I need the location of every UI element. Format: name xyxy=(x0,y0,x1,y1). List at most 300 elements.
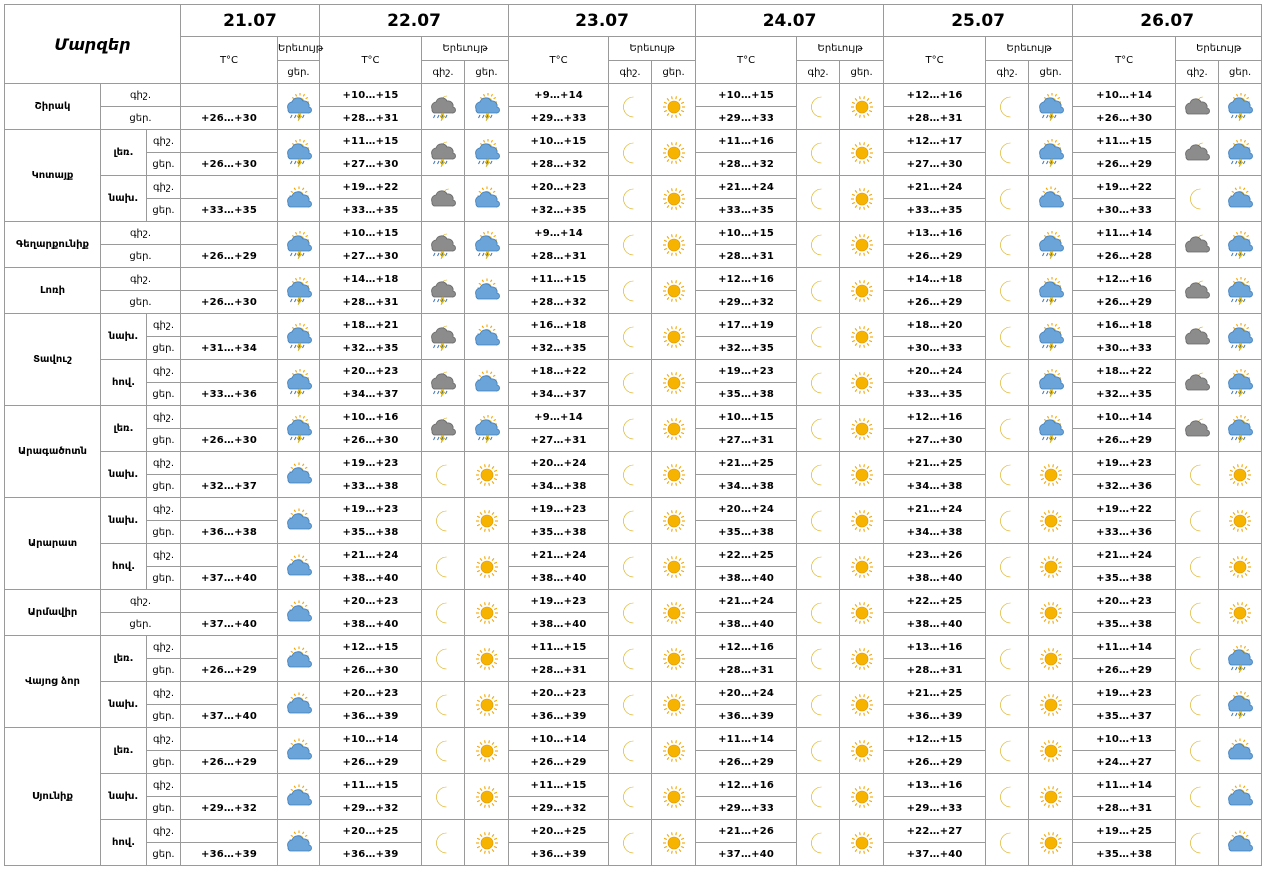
temp-col-header: T°C xyxy=(320,37,422,84)
icon-cell xyxy=(1219,84,1262,130)
icon-cell xyxy=(1029,544,1073,590)
sun-icon xyxy=(473,599,501,627)
temp-cell: +36…+39 xyxy=(320,705,422,728)
temp-cell: +37…+40 xyxy=(181,567,278,590)
icon-cell xyxy=(278,728,320,774)
sun-icon xyxy=(848,415,876,443)
temp-cell: +26…+29 xyxy=(884,245,986,268)
sun-icon xyxy=(1037,737,1065,765)
temp-cell: +14…+18 xyxy=(320,268,422,291)
sun-storm-icon xyxy=(1036,231,1066,259)
icon-cell xyxy=(465,130,509,176)
icon-cell xyxy=(278,268,320,314)
icon-cell xyxy=(986,360,1029,406)
day-col-header: ցեր. xyxy=(465,61,509,84)
moon-icon xyxy=(804,93,832,121)
sun-storm-icon xyxy=(1225,231,1255,259)
moon-icon xyxy=(429,507,457,535)
icon-cell xyxy=(797,544,840,590)
icon-cell xyxy=(609,590,652,636)
temp-cell xyxy=(181,544,278,567)
zone-label: նախ. xyxy=(101,314,147,360)
icon-cell xyxy=(465,84,509,130)
sun-icon xyxy=(1037,645,1065,673)
moon-icon xyxy=(993,185,1021,213)
icon-cell xyxy=(609,636,652,682)
temp-cell: +38…+40 xyxy=(696,567,797,590)
temp-cell: +27…+31 xyxy=(509,429,609,452)
icon-cell xyxy=(797,222,840,268)
icon-cell xyxy=(986,130,1029,176)
temp-cell: +12…+16 xyxy=(884,84,986,107)
icon-cell xyxy=(1219,314,1262,360)
zone-label: նախ. xyxy=(101,774,147,820)
temp-cell: +32…+36 xyxy=(1073,475,1176,498)
sun-icon xyxy=(1226,553,1254,581)
moon-icon xyxy=(993,231,1021,259)
day-label: ցեր. xyxy=(147,429,181,452)
sun-icon xyxy=(660,829,688,857)
icon-cell xyxy=(1219,406,1262,452)
icon-cell xyxy=(1176,176,1219,222)
temp-cell: +28…+31 xyxy=(320,291,422,314)
temp-cell: +12…+16 xyxy=(1073,268,1176,291)
temp-cell: +26…+30 xyxy=(181,107,278,130)
temp-cell: +28…+32 xyxy=(509,291,609,314)
moon-icon xyxy=(429,829,457,857)
temp-cell: +28…+31 xyxy=(1073,797,1176,820)
night-label: գիշ. xyxy=(147,452,181,475)
icon-cell xyxy=(797,590,840,636)
temp-cell: +19…+23 xyxy=(509,498,609,521)
day-col-header: ցեր. xyxy=(1029,61,1073,84)
sun-icon xyxy=(660,737,688,765)
night-label: գիշ. xyxy=(147,498,181,521)
temp-cell: +9…+14 xyxy=(509,222,609,245)
zone-label: լեռ. xyxy=(101,130,147,176)
temp-cell: +10…+15 xyxy=(696,222,797,245)
table-row xyxy=(5,682,1262,705)
icon-cell xyxy=(797,820,840,866)
icon-cell xyxy=(1176,590,1219,636)
temp-col-header: T°C xyxy=(696,37,797,84)
moon-cloud-icon xyxy=(1182,277,1212,305)
icon-cell xyxy=(422,682,465,728)
moon-icon xyxy=(993,553,1021,581)
temp-cell: +33…+35 xyxy=(320,199,422,222)
icon-cell xyxy=(465,452,509,498)
temp-cell: +21…+25 xyxy=(696,452,797,475)
sun-cloud-icon xyxy=(472,277,502,305)
date-header: 25.07 xyxy=(884,5,1073,37)
moon-icon xyxy=(993,829,1021,857)
temp-cell: +21…+24 xyxy=(884,176,986,199)
regions-title: Մարզեր xyxy=(5,5,181,84)
temp-cell: +38…+40 xyxy=(320,567,422,590)
temp-cell xyxy=(181,452,278,475)
temp-cell xyxy=(181,222,278,245)
day-label: ցեր. xyxy=(101,107,181,130)
sun-icon xyxy=(848,737,876,765)
icon-cell xyxy=(465,544,509,590)
temp-cell: +34…+38 xyxy=(509,475,609,498)
temp-cell: +18…+22 xyxy=(509,360,609,383)
temp-cell: +26…+29 xyxy=(181,751,278,774)
temp-cell: +10…+15 xyxy=(696,84,797,107)
sun-storm-icon xyxy=(1225,691,1255,719)
temp-cell xyxy=(181,176,278,199)
icon-cell xyxy=(422,176,465,222)
icon-cell xyxy=(840,544,884,590)
temp-cell: +36…+39 xyxy=(509,705,609,728)
icon-cell xyxy=(797,452,840,498)
icon-cell xyxy=(609,84,652,130)
sun-storm-icon xyxy=(284,277,314,305)
region-name: Արարատ xyxy=(5,498,101,590)
temp-cell: +37…+40 xyxy=(696,843,797,866)
icon-cell xyxy=(465,268,509,314)
temp-cell: +27…+30 xyxy=(320,153,422,176)
moon-icon xyxy=(993,323,1021,351)
moon-cloud-icon xyxy=(1182,369,1212,397)
sun-icon xyxy=(1037,507,1065,535)
icon-cell xyxy=(840,130,884,176)
temp-cell: +13…+16 xyxy=(884,636,986,659)
sun-cloud-icon xyxy=(284,507,314,535)
temp-cell xyxy=(181,130,278,153)
icon-cell xyxy=(652,130,696,176)
moon-icon xyxy=(429,461,457,489)
date-header: 26.07 xyxy=(1073,5,1262,37)
moon-icon xyxy=(616,737,644,765)
sun-icon xyxy=(660,369,688,397)
icon-cell xyxy=(278,774,320,820)
moon-icon xyxy=(1183,783,1211,811)
icon-cell xyxy=(1176,130,1219,176)
temp-col-header: T°C xyxy=(1073,37,1176,84)
moon-icon xyxy=(429,691,457,719)
temp-cell: +21…+24 xyxy=(696,176,797,199)
icon-cell xyxy=(1176,406,1219,452)
table-row xyxy=(5,498,1262,521)
table-row xyxy=(5,360,1262,383)
moon-icon xyxy=(616,645,644,673)
icon-cell xyxy=(1219,544,1262,590)
sun-icon xyxy=(848,783,876,811)
date-header: 21.07 xyxy=(181,5,320,37)
temp-cell: +19…+25 xyxy=(1073,820,1176,843)
icon-cell xyxy=(797,360,840,406)
icon-cell xyxy=(609,682,652,728)
icon-cell xyxy=(652,452,696,498)
temp-cell xyxy=(181,360,278,383)
icon-cell xyxy=(652,498,696,544)
icon-cell xyxy=(797,176,840,222)
sun-cloud-icon xyxy=(284,783,314,811)
icon-cell xyxy=(609,498,652,544)
icon-cell xyxy=(1176,636,1219,682)
icon-cell xyxy=(1029,406,1073,452)
temp-cell: +10…+16 xyxy=(320,406,422,429)
temp-cell: +10…+14 xyxy=(509,728,609,751)
sun-icon xyxy=(660,185,688,213)
temp-cell: +16…+18 xyxy=(509,314,609,337)
night-label: գիշ. xyxy=(147,820,181,843)
temp-cell: +38…+40 xyxy=(884,567,986,590)
moon-icon xyxy=(429,599,457,627)
icon-cell xyxy=(278,222,320,268)
icon-cell xyxy=(1219,176,1262,222)
icon-cell xyxy=(422,728,465,774)
moon-icon xyxy=(616,599,644,627)
sun-icon xyxy=(848,829,876,857)
temp-cell: +11…+15 xyxy=(509,774,609,797)
temp-cell: +32…+35 xyxy=(509,199,609,222)
phenomena-header: Երեւույթ xyxy=(422,37,509,61)
day-label: ցեր. xyxy=(147,843,181,866)
icon-cell xyxy=(609,820,652,866)
sun-icon xyxy=(1226,507,1254,535)
icon-cell xyxy=(1219,820,1262,866)
icon-cell xyxy=(652,544,696,590)
sun-icon xyxy=(848,93,876,121)
icon-cell xyxy=(422,314,465,360)
icon-cell xyxy=(278,406,320,452)
sun-icon xyxy=(660,783,688,811)
zone-label: լեռ. xyxy=(101,406,147,452)
icon-cell xyxy=(1029,452,1073,498)
sun-storm-icon xyxy=(284,415,314,443)
icon-cell xyxy=(840,728,884,774)
temp-col-header: T°C xyxy=(509,37,609,84)
icon-cell xyxy=(422,452,465,498)
sun-icon xyxy=(848,231,876,259)
moon-icon xyxy=(993,645,1021,673)
sun-storm-icon xyxy=(1036,93,1066,121)
night-label: գիշ. xyxy=(101,222,181,245)
icon-cell xyxy=(609,314,652,360)
icon-cell xyxy=(840,498,884,544)
night-col-header: գիշ. xyxy=(609,61,652,84)
sun-storm-icon xyxy=(1225,369,1255,397)
temp-cell: +30…+33 xyxy=(1073,199,1176,222)
sun-icon xyxy=(848,277,876,305)
temp-cell: +35…+38 xyxy=(509,521,609,544)
moon-icon xyxy=(993,507,1021,535)
moon-icon xyxy=(429,783,457,811)
day-label: ցեր. xyxy=(101,291,181,314)
moon-icon xyxy=(1183,645,1211,673)
icon-cell xyxy=(840,314,884,360)
icon-cell xyxy=(652,176,696,222)
temp-cell: +19…+23 xyxy=(1073,452,1176,475)
sun-icon xyxy=(1226,461,1254,489)
sun-cloud-icon xyxy=(472,369,502,397)
temp-cell: +19…+23 xyxy=(320,498,422,521)
icon-cell xyxy=(797,84,840,130)
icon-cell xyxy=(278,636,320,682)
icon-cell xyxy=(278,176,320,222)
icon-cell xyxy=(840,820,884,866)
icon-cell xyxy=(986,774,1029,820)
sun-storm-icon xyxy=(284,139,314,167)
zone-label: հով. xyxy=(101,360,147,406)
day-label: ցեր. xyxy=(147,705,181,728)
temp-cell: +26…+30 xyxy=(1073,107,1176,130)
temp-cell: +28…+31 xyxy=(696,245,797,268)
icon-cell xyxy=(840,636,884,682)
table-row xyxy=(5,176,1262,199)
moon-icon xyxy=(804,737,832,765)
icon-cell xyxy=(797,682,840,728)
day-col-header: ցեր. xyxy=(278,61,320,84)
temp-cell: +26…+29 xyxy=(1073,153,1176,176)
temp-cell: +12…+15 xyxy=(320,636,422,659)
icon-cell xyxy=(465,774,509,820)
icon-cell xyxy=(278,498,320,544)
sun-icon xyxy=(660,231,688,259)
temp-cell: +17…+19 xyxy=(696,314,797,337)
temp-cell: +38…+40 xyxy=(884,613,986,636)
temp-cell xyxy=(181,636,278,659)
moon-icon xyxy=(616,461,644,489)
temp-cell: +20…+24 xyxy=(696,682,797,705)
icon-cell xyxy=(422,636,465,682)
icon-cell xyxy=(1029,360,1073,406)
sun-storm-icon xyxy=(1225,277,1255,305)
icon-cell xyxy=(1029,636,1073,682)
temp-cell: +33…+35 xyxy=(696,199,797,222)
temp-cell: +26…+29 xyxy=(884,291,986,314)
temp-cell: +11…+15 xyxy=(1073,130,1176,153)
sun-storm-icon xyxy=(472,231,502,259)
temp-cell: +19…+22 xyxy=(1073,498,1176,521)
sun-storm-icon xyxy=(472,139,502,167)
temp-cell: +11…+15 xyxy=(320,774,422,797)
icon-cell xyxy=(652,774,696,820)
temp-cell: +26…+29 xyxy=(1073,291,1176,314)
moon-cloud-icon xyxy=(1182,231,1212,259)
icon-cell xyxy=(422,590,465,636)
temp-cell: +28…+31 xyxy=(509,245,609,268)
sun-icon xyxy=(473,783,501,811)
temp-cell: +10…+14 xyxy=(320,728,422,751)
temp-cell: +9…+14 xyxy=(509,84,609,107)
temp-cell: +11…+15 xyxy=(509,636,609,659)
moon-icon xyxy=(993,599,1021,627)
region-name: Լոռի xyxy=(5,268,101,314)
icon-cell xyxy=(1219,636,1262,682)
temp-cell xyxy=(181,84,278,107)
day-label: ցեր. xyxy=(147,153,181,176)
table-row xyxy=(5,314,1262,337)
day-col-header: ցեր. xyxy=(840,61,884,84)
icon-cell xyxy=(465,728,509,774)
temp-cell: +19…+23 xyxy=(509,590,609,613)
moon-icon xyxy=(804,507,832,535)
sun-icon xyxy=(848,139,876,167)
icon-cell xyxy=(986,636,1029,682)
icon-cell xyxy=(1219,268,1262,314)
temp-cell: +29…+32 xyxy=(181,797,278,820)
moon-icon xyxy=(429,737,457,765)
sun-cloud-icon xyxy=(472,323,502,351)
temp-cell xyxy=(181,314,278,337)
temp-cell: +23…+26 xyxy=(884,544,986,567)
icon-cell xyxy=(1176,222,1219,268)
moon-storm-icon xyxy=(428,231,458,259)
icon-cell xyxy=(278,820,320,866)
icon-cell xyxy=(422,84,465,130)
icon-cell xyxy=(797,268,840,314)
sun-storm-icon xyxy=(1036,277,1066,305)
icon-cell xyxy=(652,314,696,360)
temp-cell: +21…+26 xyxy=(696,820,797,843)
phenomena-header: Երեւույթ xyxy=(609,37,696,61)
phenomena-header: Երեւույթ xyxy=(278,37,320,61)
temp-cell: +28…+31 xyxy=(320,107,422,130)
table-row xyxy=(5,406,1262,429)
icon-cell xyxy=(465,820,509,866)
temp-cell: +35…+38 xyxy=(696,521,797,544)
temp-cell: +20…+23 xyxy=(509,682,609,705)
temp-cell: +36…+39 xyxy=(509,843,609,866)
table-row xyxy=(5,728,1262,751)
icon-cell xyxy=(652,682,696,728)
temp-cell: +34…+37 xyxy=(509,383,609,406)
moon-cloud-icon xyxy=(428,185,458,213)
region-name: Արագածոտն xyxy=(5,406,101,498)
temp-cell: +30…+33 xyxy=(884,337,986,360)
icon-cell xyxy=(840,360,884,406)
icon-cell xyxy=(797,774,840,820)
temp-cell: +28…+31 xyxy=(509,659,609,682)
temp-cell: +11…+15 xyxy=(509,268,609,291)
icon-cell xyxy=(1176,774,1219,820)
temp-cell: +10…+13 xyxy=(1073,728,1176,751)
icon-cell xyxy=(986,84,1029,130)
day-label: ցեր. xyxy=(147,475,181,498)
region-name: Տավուշ xyxy=(5,314,101,406)
temp-cell: +33…+38 xyxy=(320,475,422,498)
icon-cell xyxy=(1176,452,1219,498)
temp-cell: +12…+16 xyxy=(696,774,797,797)
zone-label: լեռ. xyxy=(101,636,147,682)
temp-cell: +12…+16 xyxy=(696,268,797,291)
icon-cell xyxy=(1176,544,1219,590)
sun-storm-icon xyxy=(1225,139,1255,167)
temp-cell: +13…+16 xyxy=(884,222,986,245)
temp-cell: +32…+35 xyxy=(1073,383,1176,406)
temp-cell: +26…+29 xyxy=(1073,429,1176,452)
sun-storm-icon xyxy=(1225,323,1255,351)
icon-cell xyxy=(278,590,320,636)
icon-cell xyxy=(1176,682,1219,728)
sun-cloud-icon xyxy=(1225,185,1255,213)
sun-cloud-icon xyxy=(1225,829,1255,857)
moon-icon xyxy=(1183,507,1211,535)
icon-cell xyxy=(278,84,320,130)
icon-cell xyxy=(422,820,465,866)
temp-cell: +26…+29 xyxy=(320,751,422,774)
temp-cell: +12…+16 xyxy=(884,406,986,429)
temp-cell: +35…+38 xyxy=(320,521,422,544)
temp-cell: +31…+34 xyxy=(181,337,278,360)
icon-cell xyxy=(840,176,884,222)
region-name: Վայոց ձոր xyxy=(5,636,101,728)
icon-cell xyxy=(465,360,509,406)
moon-icon xyxy=(804,415,832,443)
